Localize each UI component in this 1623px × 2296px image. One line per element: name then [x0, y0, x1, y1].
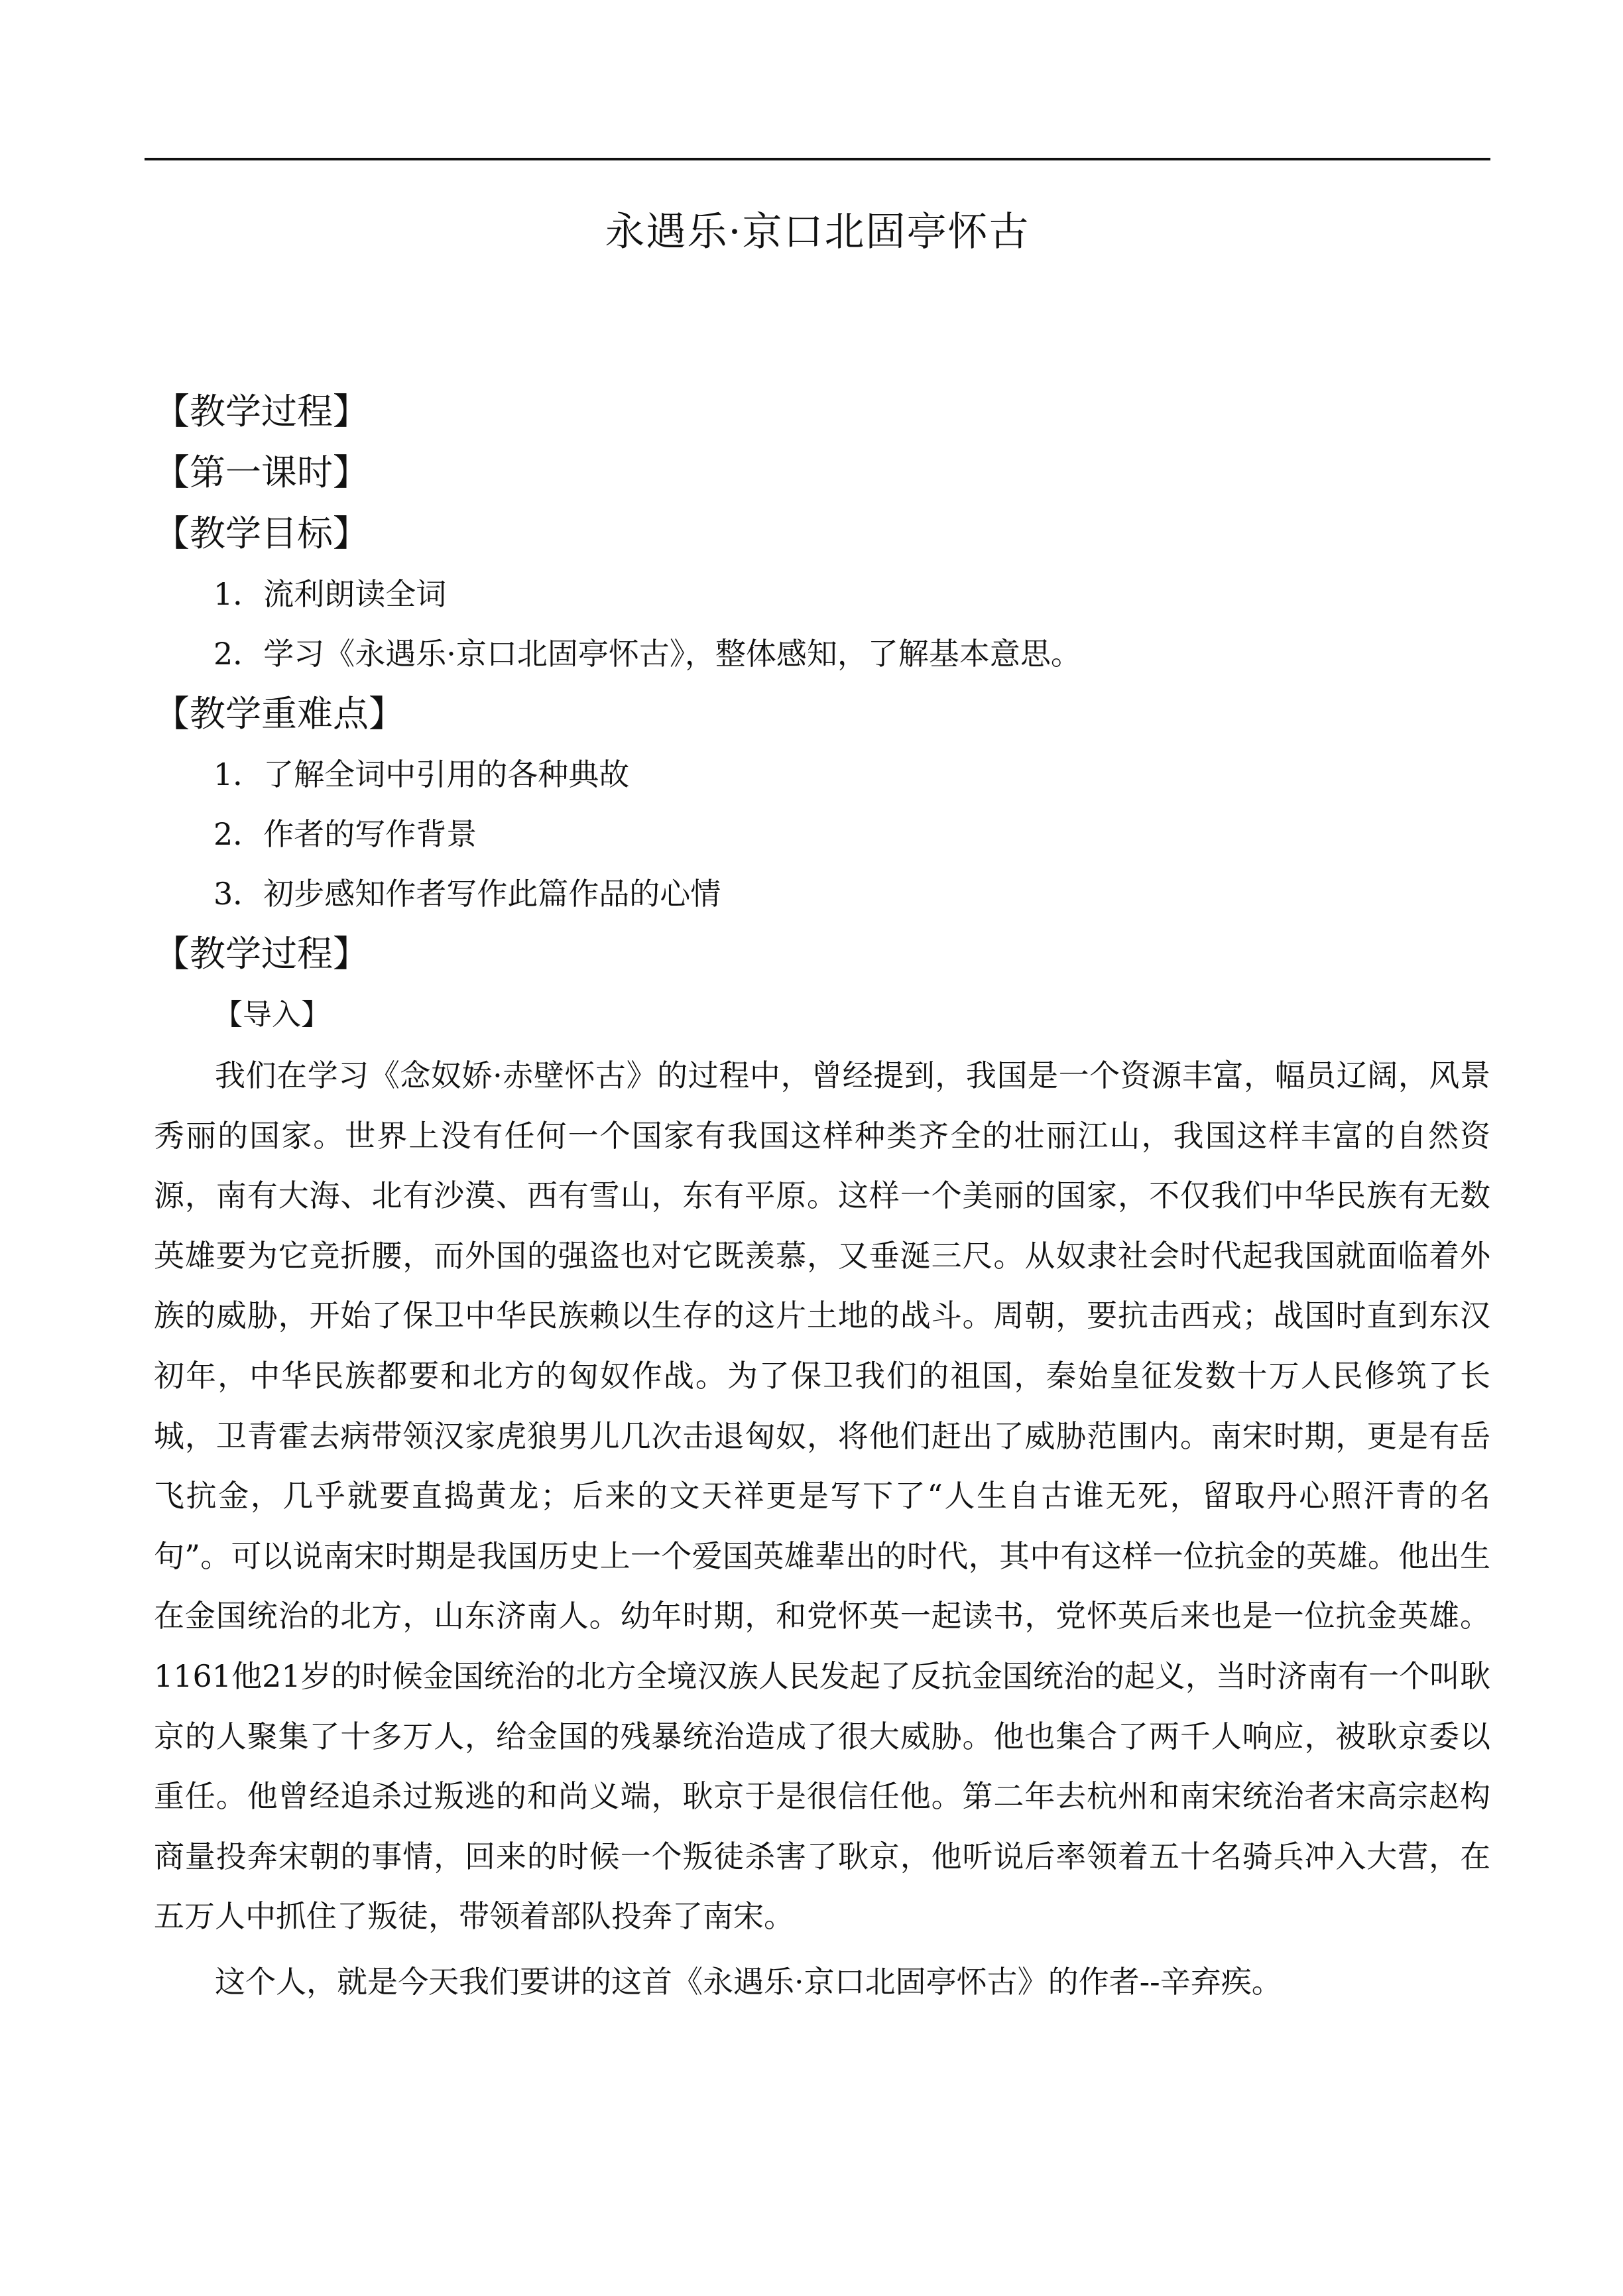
heading-first-lesson: 【第一课时】 [154, 452, 369, 493]
heading-key-points: 【教学重难点】 [154, 693, 404, 735]
header-rule [145, 158, 1490, 160]
intro-paragraph: 我们在学习《念奴娇·赤壁怀古》的过程中，曾经提到，我国是一个资源丰富，幅员辽阔，风景秀丽的国家。世界上没有任何一个国家有我国这样种类齐全的壮丽江山，我国这样丰富的自然资源，南有大海、北有沙漠、西有雪山，东有平原。这样一个美丽的国家，不仅我们中华民族有无数英雄要为它竞折腰，而外国的强盗也对它既羡慕，又垂涎三尺。从奴隶社会时代起我国就面临着外族的威胁，开始了保卫中华民族赖以生存的这片土地的战斗。周朝，要抗击西戎；战国时直到东汉初年，中华民族都要和北方的匈奴作战。为了保卫我们的祖国，秦始皇征发数十万人民修筑了长城，卫青霍去病带领汉家虎狼男儿几次击退匈奴，将他们赶出了威胁范围内。南宋时期，更是有岳飞抗金，几乎就要直捣黄龙；后来的文天祥更是写下了“人生自古谁无死，留取丹心照汗青的名句”。可以说南宋时期是我国历史上一个爱国英雄辈出的时代，其中有这样一位抗金的英雄。他出生在金国统治的北方，山东济南人。幼年时期，和党怀英一起读书，党怀英后来也是一位抗金英雄。1161他21岁的时候金国统治的北方全境汉族人民发起了反抗金国统治的起义，当时济南有一个叫耿京的人聚集了十多万人，给金国的残暴统治造成了很大威胁。他也集合了两千人响应，被耿京委以重任。他曾经追杀过叛逃的和尚义端，耿京于是很信任他。第二年去杭州和南宋统治者宋高宗赵构商量投奔宋朝的事情，回来的时候一个叛徒杀害了耿京，他听说后率领着五十名骑兵冲入大营，在五万人中抓住了叛徒，带领着部队投奔了南宋。 [154, 1057, 1490, 1935]
closing-paragraph: 这个人，就是今天我们要讲的这首《永遇乐·京口北固亭怀古》的作者--辛弃疾。 [215, 1963, 1282, 2000]
heading-teaching-process-2: 【教学过程】 [154, 933, 369, 975]
key-point-item: 3．初步感知作者写作此篇作品的心情 [213, 876, 721, 912]
key-point-item: 2．作者的写作背景 [213, 816, 477, 852]
key-point-item: 1．了解全词中引用的各种典故 [213, 756, 630, 792]
objective-item: 2．学习《永遇乐·京口北固亭怀古》，整体感知，了解基本意思。 [213, 636, 1081, 672]
objective-item: 1．流利朗读全词 [213, 576, 447, 612]
heading-teaching-process: 【教学过程】 [154, 391, 369, 432]
document-body [154, 381, 1490, 2012]
intro-label: 【导入】 [213, 998, 330, 1032]
document-title: 永遇乐·京口北固亭怀古 [605, 209, 1030, 255]
heading-objectives: 【教学目标】 [154, 513, 369, 554]
